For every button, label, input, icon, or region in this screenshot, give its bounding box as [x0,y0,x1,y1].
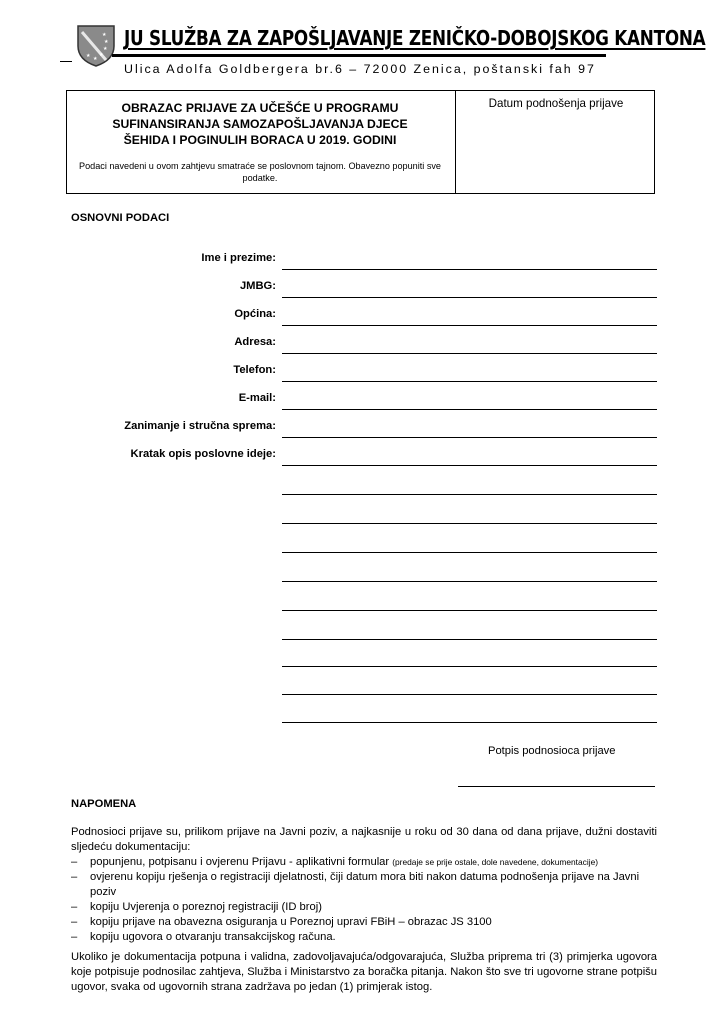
crest-shield-icon [76,24,116,68]
section-title: OSNOVNI PODACI [71,212,170,224]
list-item: – kopiju ugovora o otvaranju transakcijskog računa. [71,931,336,943]
field-label-municipality: Općina: [234,308,276,320]
list-item-text: kopiju prijave na obavezna osiguranja u Poreznoj upravi FBiH – obrazac JS 3100 [90,916,492,928]
field-label-name: Ime i prezime: [201,252,276,264]
svg-text:★: ★ [93,56,98,62]
list-item: – ovjerenu kopiju rješenja o registraciji djelatnosti, čiji datum mora biti nakon datuma podnošenja prijave na Javni poziv [71,871,640,898]
field-line-business-idea[interactable] [282,523,657,524]
submission-date-label: Datum podnošenja prijave [488,97,624,110]
field-line-business-idea[interactable] [282,610,657,611]
svg-text:★: ★ [99,52,104,58]
field-label-email: E-mail: [238,392,276,404]
form-title-line: SUFINANSIRANJA SAMOZAPOŠLJAVANJA DJECE [112,117,408,131]
list-item-text: kopiju Uvjerenja o poreznoj registraciji (ID broj) [90,901,322,913]
document-list [71,855,657,945]
field-label-occupation: Zanimanje i stručna sprema: [124,420,276,432]
organization-address: Ulica Adolfa Goldbergera br.6 – 72000 Zenica, poštanski fah 97 [124,62,596,76]
svg-text:★: ★ [86,53,91,59]
svg-text:★: ★ [102,32,107,38]
napomena-title: NAPOMENA [71,798,137,810]
field-line-occupation[interactable] [282,437,657,438]
list-item-text: kopiju ugovora o otvaranju transakcijskog računa. [90,931,336,943]
field-line-business-idea[interactable] [282,552,657,553]
field-line-business-idea[interactable] [282,639,657,640]
field-line-business-idea[interactable] [282,494,657,495]
signature-label: Potpis podnosioca prijave [488,745,616,757]
field-line-municipality[interactable] [282,325,657,326]
header-rule-left [60,61,72,62]
napomena-intro: Podnosioci prijave su, prilikom prijave na Javni poziv, a najkasnije u roku od 30 dana od dana prijave, dužni dostaviti sljedeću dokumentaciju: [71,826,657,853]
form-header-divider [455,90,456,194]
svg-text:★: ★ [104,39,109,45]
list-item-text: popunjenu, potpisanu i ovjerenu Prijavu - aplikativni formular [90,856,390,868]
form-title-line: ŠEHIDA I POGINULIH BORACA U 2019. GODINI [123,133,397,147]
field-line-name[interactable] [282,269,657,270]
field-line-phone[interactable] [282,381,657,382]
field-line-business-idea[interactable] [282,581,657,582]
list-item: – kopiju prijave na obavezna osiguranja u Poreznoj upravi FBiH – obrazac JS 3100 [71,916,492,928]
signature-line[interactable] [458,786,655,787]
field-line-jmbg[interactable] [282,297,657,298]
list-item: – kopiju Uvjerenja o poreznoj registraciji (ID broj) [71,901,322,913]
confidentiality-note: Podaci navedeni u ovom zahtjevu smatraće se poslovnom tajnom. Obavezno popuniti sve podatke. [79,161,441,183]
field-label-phone: Telefon: [233,364,276,376]
list-item-text: ovjerenu kopiju rješenja o registraciji djelatnosti, čiji datum mora biti nakon datuma podnošenja prijave na Javni poziv [90,871,640,898]
field-line-business-idea[interactable] [282,465,657,466]
organization-name: JU SLUŽBA ZA ZAPOŠLJAVANJE ZENIČKO-DOBOJSKOG KANTONA [124,26,706,50]
field-label-business-idea: Kratak opis poslovne ideje: [130,448,276,460]
field-label-address: Adresa: [234,336,276,348]
svg-text:★: ★ [103,46,108,52]
list-item-note: (predaje se prije ostale, dole navedene, dokumentacije) [392,857,599,867]
form-title [70,100,450,148]
napomena-closing: Ukoliko je dokumentacija potpuna i validna, zadovoljavajuća/odgovarajuća, Služba priprema tri (3) primjerka ugovora koje potpisuje podnosilac zahtjeva, Služba i Ministarstvo za boračka pitanja. Nakon što sve tri ugovorne strane potpišu ugovor, svaka od ugovornih strana zadržava po jedan (1) primjerak istog. [71,951,657,993]
header-rule [112,54,606,57]
field-line-email[interactable] [282,409,657,410]
list-item: – popunjenu, potpisanu i ovjerenu Prijavu - aplikativni formular (predaje se prije ostale, dole navedene, dokumentacije) [71,856,599,868]
field-line-business-idea[interactable] [282,694,657,695]
field-label-jmbg: JMBG: [239,280,276,292]
form-title-line: OBRAZAC PRIJAVE ZA UČEŠĆE U PROGRAMU [121,101,399,115]
field-line-address[interactable] [282,353,657,354]
field-line-business-idea[interactable] [282,666,657,667]
field-line-business-idea[interactable] [282,722,657,723]
